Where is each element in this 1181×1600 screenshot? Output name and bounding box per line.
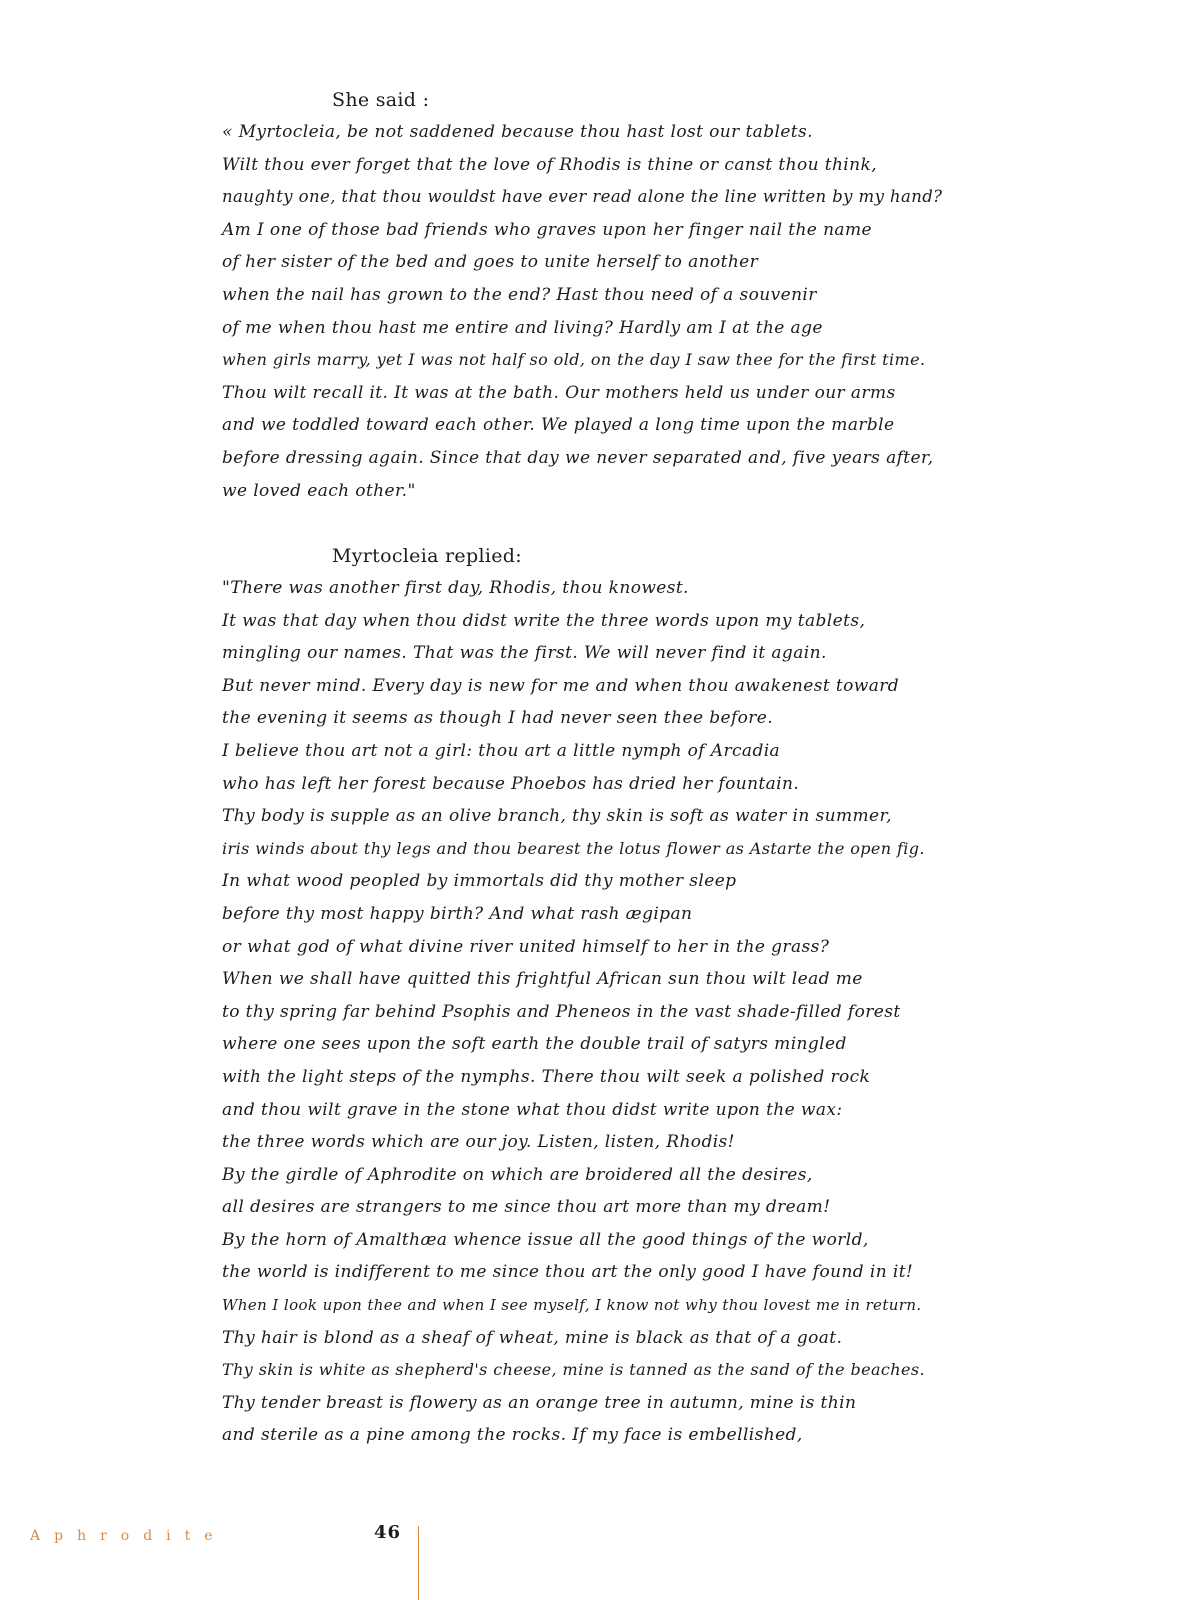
- text-line: the world is indifferent to me since thou art the only good I have found in it!: [222, 1262, 914, 1283]
- text-line: when the nail has grown to the end? Hast thou need of a souvenir: [222, 284, 817, 305]
- text-line: of her sister of the bed and goes to unite herself to another: [222, 252, 759, 273]
- text-line: Thy tender breast is flowery as an orange tree in autumn, mine is thin: [222, 1392, 857, 1413]
- text-line: with the light steps of the nymphs. There thou wilt seek a polished rock: [222, 1066, 871, 1087]
- text-line: the evening it seems as though I had never seen thee before.: [222, 708, 774, 729]
- text-line: who has left her forest because Phoebos has dried her fountain.: [222, 773, 800, 794]
- passage-lines: [222, 572, 942, 1452]
- text-line: Thy hair is blond as a sheaf of wheat, mine is black as that of a goat.: [222, 1327, 843, 1348]
- text-line: I believe thou art not a girl: thou art a little nymph of Arcadia: [222, 740, 781, 761]
- text-line: naughty one, that thou wouldst have ever read alone the line written by my hand?: [222, 187, 943, 207]
- text-line: or what god of what divine river united himself to her in the grass?: [222, 936, 830, 957]
- speaker-heading: She said :: [332, 89, 430, 111]
- passage-rhodis: [222, 84, 942, 507]
- text-line: When I look upon thee and when I see myself, I know not why thou lovest me in return.: [222, 1296, 922, 1315]
- running-footer-title: Aphrodite: [30, 1528, 227, 1544]
- text-line: « Myrtocleia, be not saddened because thou hast lost our tablets.: [222, 122, 813, 142]
- text-line: when girls marry, yet I was not half so old, on the day I saw thee for the first time.: [222, 350, 926, 370]
- text-line: mingling our names. That was the first. We will never find it again.: [222, 643, 827, 664]
- text-line: and thou wilt grave in the stone what thou didst write upon the wax:: [222, 1099, 843, 1120]
- passage-myrtocleia: [222, 540, 942, 1452]
- text-line: and we toddled toward each other. We played a long time upon the marble: [222, 415, 895, 436]
- text-line: before dressing again. Since that day we never separated and, five years after,: [222, 447, 934, 468]
- text-line: to thy spring far behind Psophis and Pheneos in the vast shade-filled forest: [222, 1001, 901, 1022]
- text-line: By the horn of Amalthæa whence issue all the good things of the world,: [222, 1229, 869, 1250]
- passage-lines: [222, 116, 942, 507]
- text-line: all desires are strangers to me since thou art more than my dream!: [222, 1197, 831, 1218]
- text-line: before thy most happy birth? And what rash ægipan: [222, 903, 693, 924]
- text-line: we loved each other.": [222, 480, 416, 501]
- text-line: Thou wilt recall it. It was at the bath. Our mothers held us under our arms: [222, 382, 896, 403]
- text-line: Wilt thou ever forget that the love of Rhodis is thine or canst thou think,: [222, 154, 877, 175]
- text-line: Thy skin is white as shepherd's cheese, mine is tanned as the sand of the beaches.: [222, 1360, 925, 1380]
- text-line: Thy body is supple as an olive branch, thy skin is soft as water in summer,: [222, 806, 892, 827]
- text-line: When we shall have quitted this frightful African sun thou wilt lead me: [222, 969, 863, 990]
- text-line: By the girdle of Aphrodite on which are broidered all the desires,: [222, 1164, 813, 1185]
- text-line: "There was another first day, Rhodis, thou knowest.: [222, 578, 689, 598]
- text-line: of me when thou hast me entire and living? Hardly am I at the age: [222, 317, 823, 338]
- text-line: iris winds about thy legs and thou bearest the lotus flower as Astarte the open fig.: [222, 838, 925, 858]
- text-line: where one sees upon the soft earth the double trail of satyrs mingled: [222, 1034, 847, 1055]
- footer-divider: [418, 1526, 419, 1600]
- text-line: Am I one of those bad friends who graves upon her finger nail the name: [222, 219, 872, 240]
- speaker-heading: Myrtocleia replied:: [332, 545, 522, 567]
- text-line: and sterile as a pine among the rocks. If my face is embellished,: [222, 1425, 803, 1446]
- page-number: 46: [374, 1522, 402, 1543]
- text-line: It was that day when thou didst write the three words upon my tablets,: [222, 610, 866, 631]
- text-line: the three words which are our joy. Listen, listen, Rhodis!: [222, 1132, 735, 1153]
- text-line: But never mind. Every day is new for me and when thou awakenest toward: [222, 675, 900, 696]
- text-line: In what wood peopled by immortals did thy mother sleep: [222, 871, 737, 892]
